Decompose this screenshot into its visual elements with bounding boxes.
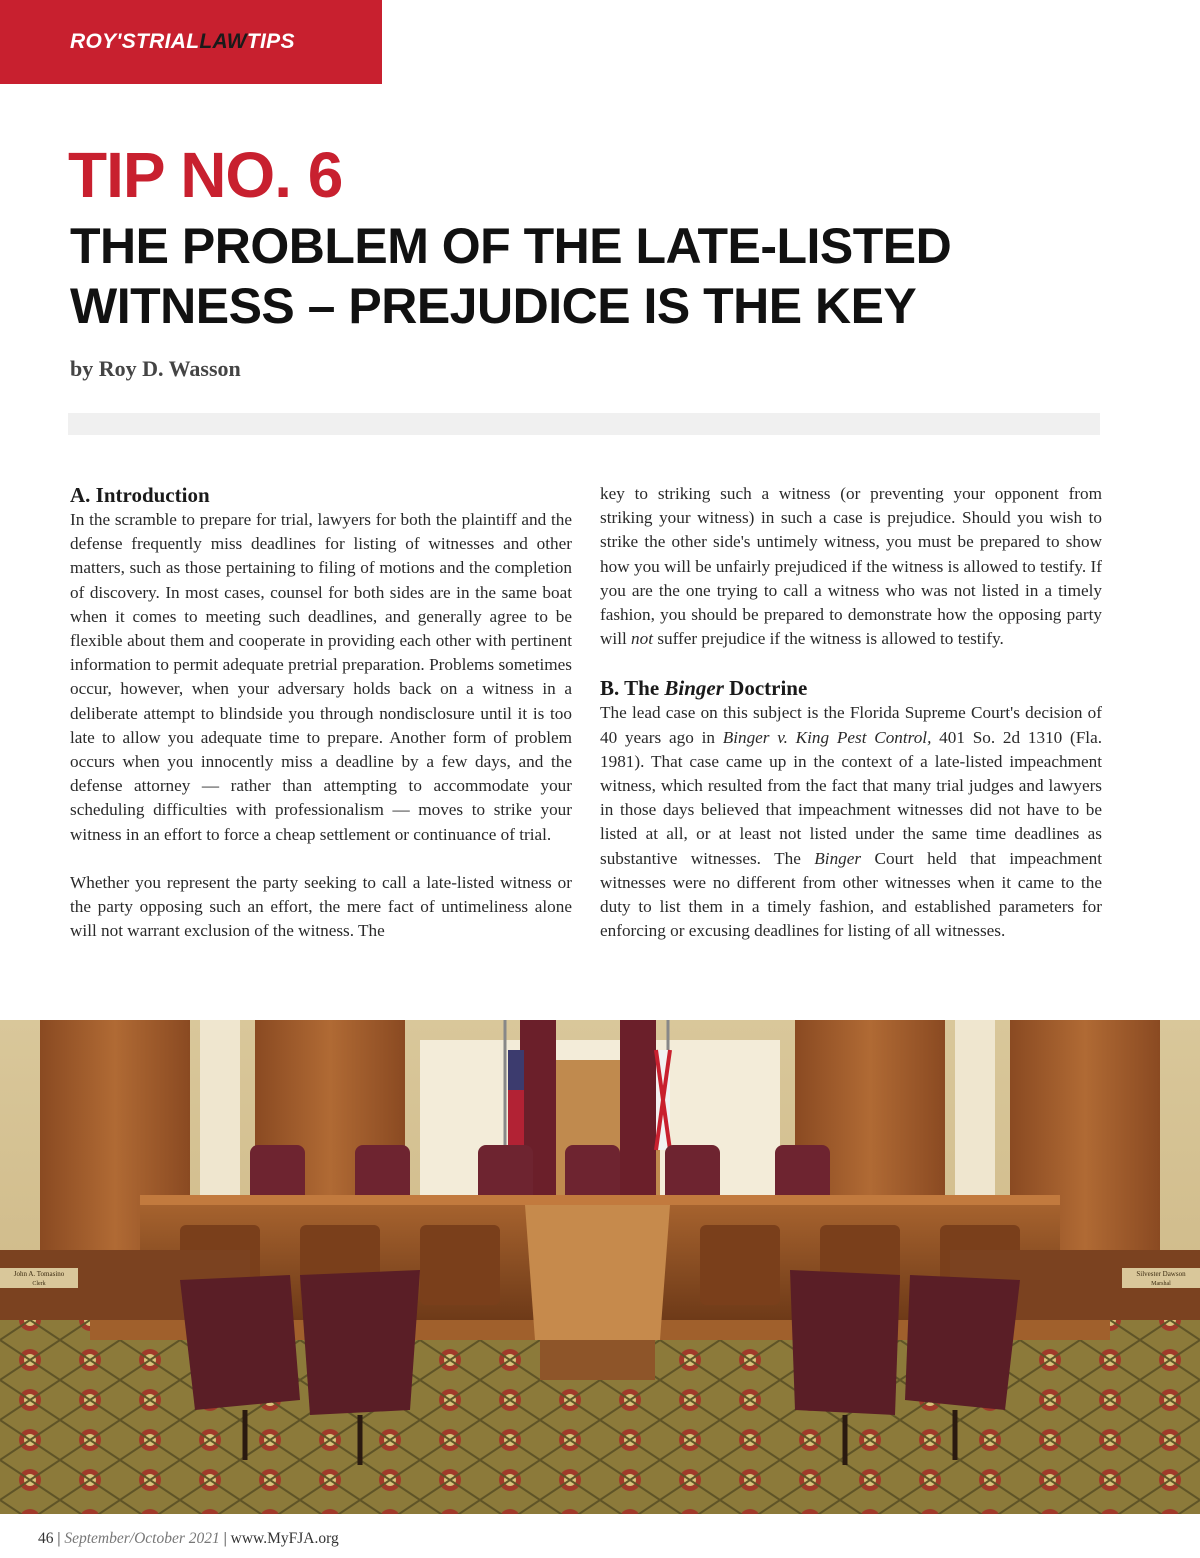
counsel-chair	[790, 1270, 900, 1415]
section-b-paragraph: The lead case on this subject is the Florida Supreme Court's decision of 40 years ago in Binger v. King Pest Control, 401 So. 2d 1310 (Fla. 1981). That case came up in the context of a late-listed impeachment witness, which resulted from the fact that many trial judges and lawyers in those days believed that impeachment witnesses did not have to be listed at all, or at least not listed under the same time deadlines as substantive witnesses. The Binger Court held that impeachment witnesses were no different from other witnesses when it came to the duty to list them in a timely fashion, and established parameters for enforcing or excusing deadlines for listing of all witnesses.	[600, 703, 1103, 941]
article-title	[70, 216, 1130, 336]
section-a-paragraph-1: In the scramble to prepare for trial, lawyers for both the plaintiff and the defense frequently miss deadlines for listing of witnesses and other matters, such as those pertaining to filing of motions and the completion of discovery. In most cases, counsel for both sides are in the same boat when it comes to meeting such deadlines, and generally agree to be flexible about them and cooperate in providing each other with pertinent information to permit adequate pretrial preparation. Problems sometimes occur, however, when your adversary holds back on a witness in a deliberate attempt to blindside you through nondisclosure until it is too late to allow you adequate time to prepare. Another form of problem occurs when you innocently miss a deadline by a few days, and the defense attorney — rather than attempting to accommodate your scheduling difficulties with professionalism — moves to strike your witness in an effort to force a cheap settlement or continuance of trial.	[70, 510, 572, 844]
tip-number: TIP NO. 6	[68, 139, 343, 211]
divider-band	[68, 413, 1100, 435]
page-footer: 46 | September/October 2021 | www.MyFJA.org	[38, 1530, 339, 1547]
column-right	[600, 482, 1102, 943]
website-link[interactable]: www.MyFJA.org	[230, 1530, 339, 1547]
section-b-heading: B. The Binger Doctrine	[600, 676, 808, 701]
counsel-chair	[905, 1275, 1020, 1410]
section-a-paragraph-3: key to striking such a witness (or preventing your opponent from striking your witness) in such a case is prejudice. Should you wish to strike the other side's untimely witness, you must be prepared to show how you will be unfairly prejudiced if the witness is allowed to testify. If you are the one trying to call a witness who was not listed in a timely fashion, you should be prepared to demonstrate how the opposing party will not suffer prejudice if the witness is allowed to testify.	[600, 484, 1102, 649]
series-badge-label: ROY'STRIALLAWTIPS	[70, 30, 295, 53]
section-a-heading: A. Introduction	[70, 483, 210, 507]
byline: by Roy D. Wasson	[70, 356, 241, 381]
lectern	[525, 1205, 670, 1340]
nameplate-marshal-role: Marshal	[1151, 1281, 1171, 1287]
title-line-1: THE PROBLEM OF THE LATE-LISTED	[70, 218, 952, 274]
issue-date: September/October 2021	[64, 1530, 220, 1547]
courtroom-photo	[0, 1020, 1200, 1514]
nameplate-marshal-name: Silvester Dawson	[1136, 1270, 1186, 1278]
section-a-paragraph-2: Whether you represent the party seeking to call a late-listed witness or the party opposing such an effort, the mere fact of untimeliness alone will not warrant exclusion of the witness. The	[70, 872, 572, 941]
column-left	[70, 482, 572, 943]
series-badge	[0, 0, 382, 84]
nameplate-clerk-name: John A. Tomasino	[13, 1270, 65, 1278]
nameplate-clerk-role: Clerk	[32, 1281, 46, 1287]
curtain-right	[620, 1020, 656, 1200]
title-line-2: WITNESS – PREJUDICE IS THE KEY	[70, 278, 917, 334]
counsel-chair	[300, 1270, 420, 1415]
page-number: 46	[38, 1530, 54, 1547]
counsel-chair	[180, 1275, 300, 1410]
